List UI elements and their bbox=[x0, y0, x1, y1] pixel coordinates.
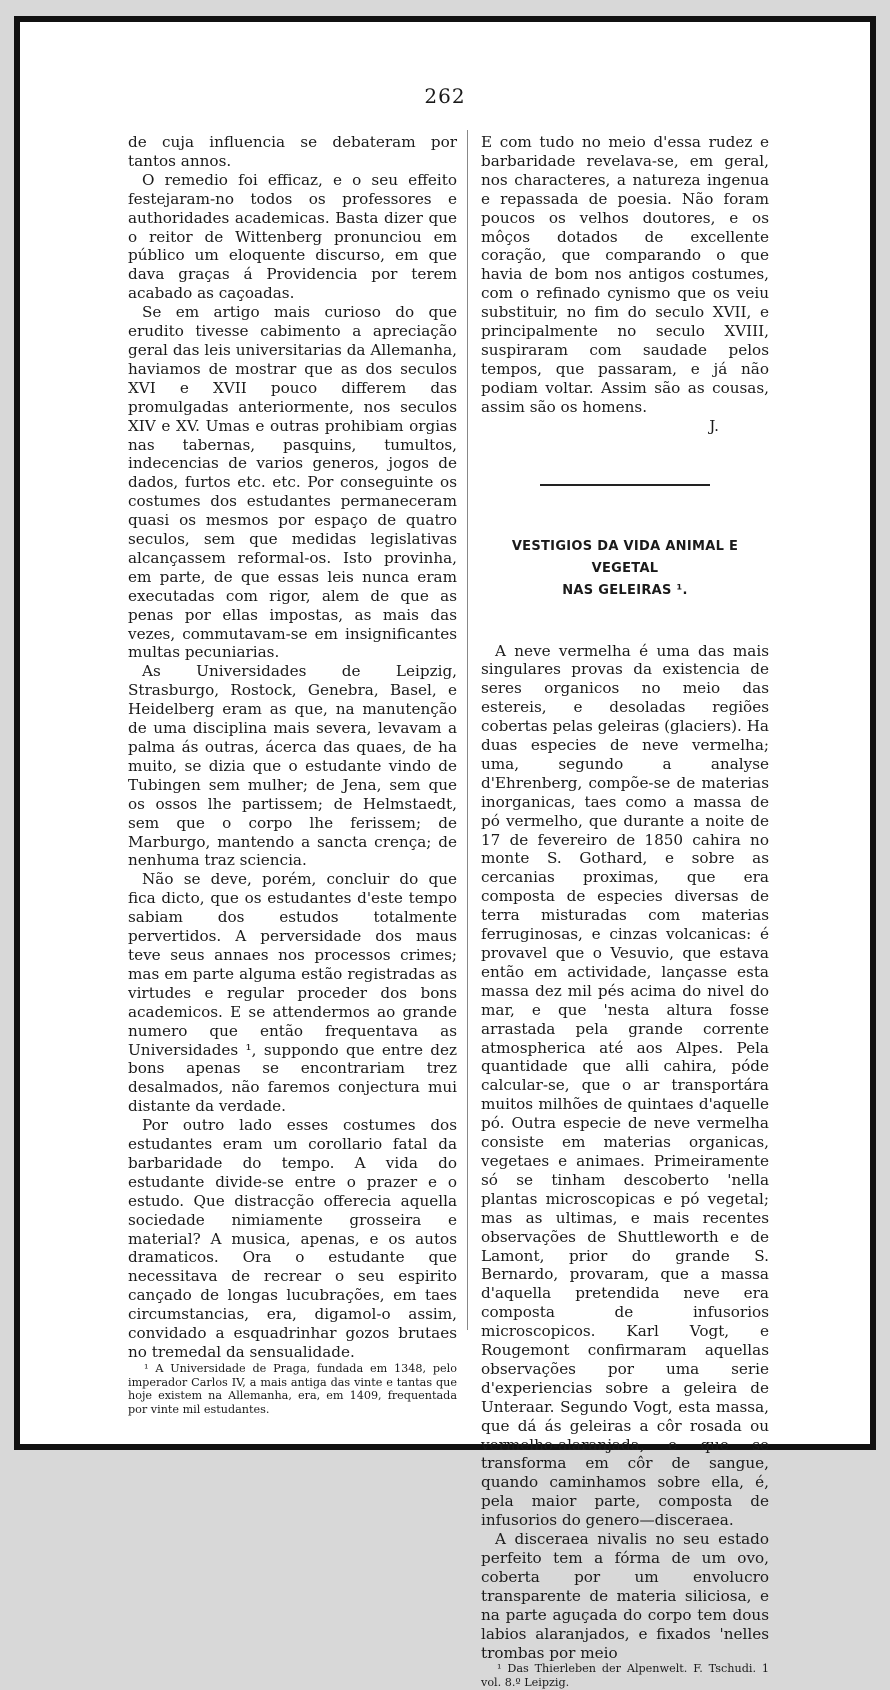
section-rule bbox=[540, 484, 710, 486]
left-footnote: ¹ A Universidade de Praga, fundada em 1348, pelo imperador Carlos IV, a mais antiga das vinte e tantas que hoje existem na Allemanha, era, em 1409, frequentada por vinte mil estudantes. bbox=[128, 1361, 457, 1416]
left-paragraph: As Universidades de Leipzig, Strasburgo, Rostock, Genebra, Basel, e Heidelberg eram as que, na manutenção de uma disciplina mais severa, levavam a palma ás outras, ácerca das quaes, de ha muito, se dizia que o estudante vindo de Tubingen sem mulher; de Jena, sem que os ossos lhe partissem; de Helmstaedt, sem que o corpo lhe ferissem; de Marburgo, mantendo a sancta crença; de nenhuma traz sciencia. bbox=[128, 662, 457, 870]
right-column bbox=[481, 133, 769, 1690]
page-number: 262 bbox=[424, 84, 466, 108]
right-footnote: ¹ Das Thierleben der Alpenwelt. F. Tschudi. 1 vol. 8.º Leipzig. bbox=[481, 1662, 769, 1690]
left-column bbox=[128, 133, 457, 1416]
left-paragraph: Por outro lado esses costumes dos estudantes eram um corollario fatal da barbaridade do tempo. A vida do estudante divide-se entre o prazer e o estudo. Que distracção offerecia aquella sociedade nimiamente grosseira e material? A musica, apenas, e os autos dramaticos. Ora o estudante que necessitava de recrear o seu espirito cançado de longas lucubrações, em taes circumstancias, era, digamol-o assim, convidado a esquadrinhar gozos brutaes no tremedal da sensualidade. bbox=[128, 1116, 457, 1361]
right-paragraph: A neve vermelha é uma das mais singulares provas da existencia de seres organicos no meio das estereis, e desoladas regiões cobertas pelas geleiras (glaciers). Ha duas especies de neve vermelha; uma, segundo a analyse d'Ehrenberg, compõe-se de materias inorganicas, taes como a massa de pó vermelho, que durante a noite de 17 de fevereiro de 1850 cahira no monte S. Gothard, e sobre as cercanias proximas, que era composta de especies diversas de terra misturadas com materias ferruginosas, e cinzas volcanicas: é provavel que o Vesuvio, que estava então em actividade, lançasse esta massa dez mil pés acima do nivel do mar, e que 'nesta altura fosse arrastada pela grande corrente atmospherica até aos Alpes. Pela quantidade que alli cahira, póde calcular-se, que o ar transportára muitos milhões de quintaes d'aquelle pó. Outra especie de neve vermelha consiste em materias organicas, vegetaes e animaes. Primeiramente só se tinham descoberto 'nella plantas microscopicas e pó vegetal; mas as ultimas, e mais recentes observações de Shuttleworth e de Lamont, prior do grande S. Bernardo, provaram, que a massa d'aquella pretendida neve era composta de infusorios microscopicos. Karl Vogt, e Rougemont confirmaram aquellas observações por uma serie d'experiencias sobre a geleira de Unteraar. Segundo Vogt, esta massa, que dá ás geleiras a côr rosada ou vermelho-alaranjada, e que se transforma em côr de sangue, quando caminhamos sobre ella, é, pela maior parte, composta de infusorios do genero—disceraea. bbox=[481, 641, 769, 1530]
signature: J. bbox=[709, 416, 719, 435]
column-divider bbox=[467, 130, 468, 1330]
article-heading-line1: VESTIGIOS DA VIDA ANIMAL E VEGETAL bbox=[511, 538, 739, 576]
right-intro-paragraph: E com tudo no meio d'essa rudez e barbaridade revelava-se, em geral, nos characteres, a natureza ingenua e repassada de poesia. Não foram poucos os velhos doutores, e os môços dotados de excellente coração, que comparando o que havia de bom nos antigos costumes, com o refinado cynismo que os veiu substituir, no fim do seculo XVII, e principalmente no seculo XVIII, suspiraram com saudade pelos tempos, que passaram, e já não podiam voltar. Assim são as cousas, assim são os homens. bbox=[481, 133, 769, 416]
left-paragraph: Se em artigo mais curioso do que erudito tivesse cabimento a apreciação geral das leis universitarias da Allemanha, haviamos de mostrar que as dos seculos XVI e XVII pouco differem das promulgadas anteriormente, nos seculos XIV e XV. Umas e outras prohibiam orgias nas tabernas, pasquins, tumultos, indecencias de varios generos, jogos de dados, furtos etc. etc. Por conseguinte os costumes dos estudantes permaneceram quasi os mesmos por espaço de quatro seculos, sem que medidas legislativas alcançassem reformal-os. Isto provinha, em parte, de que essas leis nunca eram executadas com rigor, alem de que as penas por ellas impostas, as mais das vezes, commutavam-se em insignificantes multas pecuniarias. bbox=[128, 303, 457, 662]
left-paragraph: O remedio foi efficaz, e o seu effeito festejaram-no todos os professores e authoridades academicas. Basta dizer que o reitor de Wittenberg pronunciou em público um eloquente discurso, em que dava graças á Providencia por terem acabado as caçoadas. bbox=[128, 170, 457, 303]
left-paragraph: Não se deve, porém, concluir do que fica dicto, que os estudantes d'este tempo sabiam dos estudos totalmente pervertidos. A perversidade dos maus teve seus annaes nos processos crimes; mas em parte alguma estão registradas as virtudes e regular proceder dos bons academicos. E se attendermos ao grande numero que então frequentava as Universidades ¹, suppondo que entre dez bons apenas se encontrariam trez desalmados, não faremos conjectura mui distante da verdade. bbox=[128, 870, 457, 1116]
right-paragraph: A disceraea nivalis no seu estado perfeito tem a fórma de um ovo, coberta por um envolucro transparente de materia siliciosa, e na parte aguçada do corpo tem dous labios alaranjados, e fixados 'nelles trombas por meio bbox=[481, 1530, 769, 1662]
left-paragraph: de cuja influencia se debateram por tantos annos. bbox=[128, 133, 457, 170]
article-heading-line2: NAS GELEIRAS ¹. bbox=[562, 582, 688, 598]
